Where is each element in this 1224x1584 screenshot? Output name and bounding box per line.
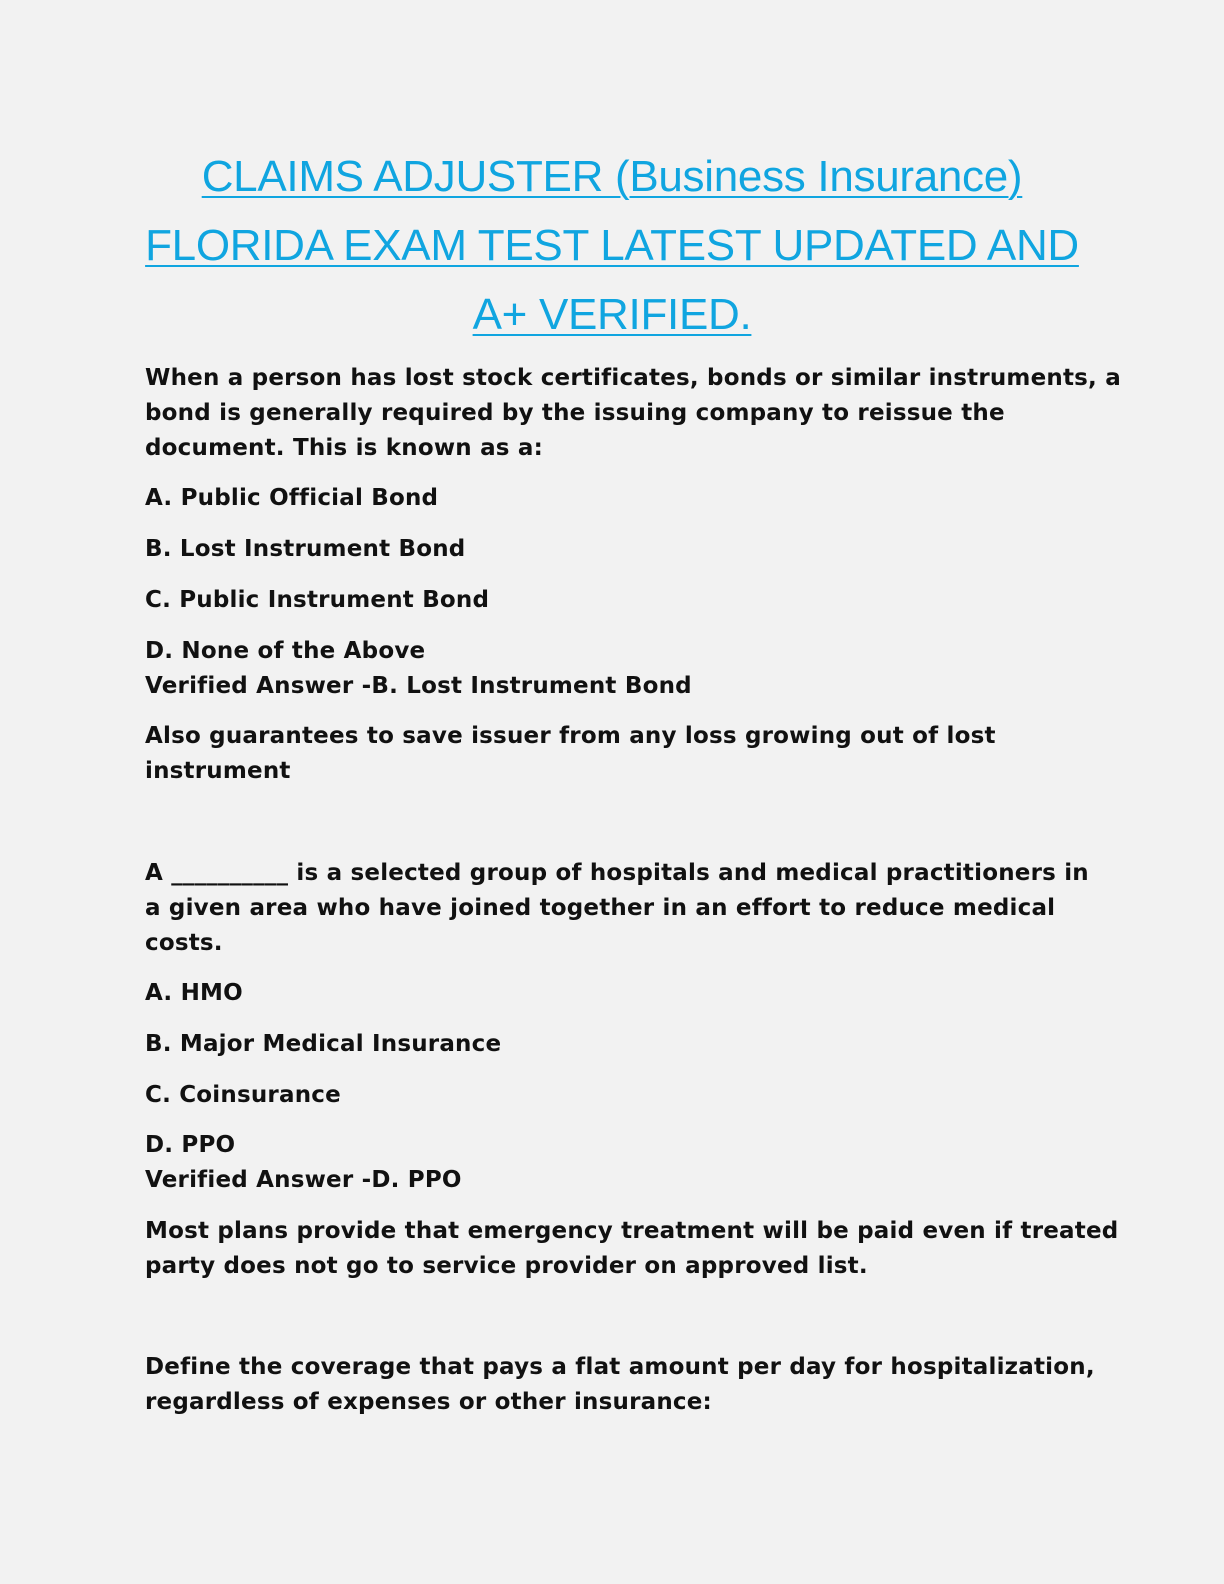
question-2-option-b: B. Major Medical Insurance [145,1031,502,1057]
question-1-option-c: C. Public Instrument Bond [145,587,490,613]
question-2-stem [145,856,1089,961]
title-line-3: A+ VERIFIED. [472,290,752,339]
question-1-explanation-line: Also guarantees to save issuer from any loss growing out of lost [145,723,996,749]
question-1-stem-line: When a person has lost stock certificates, bonds or similar instruments, a [145,365,1121,391]
title-line-2: FLORIDA EXAM TEST LATEST UPDATED AND [145,221,1079,270]
question-1-answer: Verified Answer -B. Lost Instrument Bond [145,673,692,699]
question-3-stem [145,1350,1095,1420]
question-2-answer: Verified Answer -D. PPO [145,1167,462,1193]
question-2-stem-line: A __________ is a selected group of hospitals and medical practitioners in [145,860,1089,886]
question-1-stem [145,361,1121,466]
question-2-explanation-line: Most plans provide that emergency treatment will be paid even if treated [145,1218,1119,1244]
question-2-stem-line: a given area who have joined together in an effort to reduce medical [145,895,1056,921]
question-3-stem-line: Define the coverage that pays a flat amount per day for hospitalization, [145,1354,1095,1380]
question-2-option-a: A. HMO [145,980,243,1006]
document-title [130,142,1094,349]
question-1-stem-line: document. This is known as a: [145,435,544,461]
question-1-option-d: D. None of the Above [145,638,426,664]
question-3-stem-line: regardless of expenses or other insurance: [145,1389,712,1415]
question-2-option-c: C. Coinsurance [145,1082,341,1108]
question-1-explanation [145,719,1085,789]
question-1-explanation-line: instrument [145,758,291,784]
question-1-option-a: A. Public Official Bond [145,485,439,511]
question-2-explanation-line: party does not go to service provider on approved list. [145,1253,868,1279]
question-2-stem-line: costs. [145,930,223,956]
question-2-option-d: D. PPO [145,1132,236,1158]
question-1-option-b: B. Lost Instrument Bond [145,536,466,562]
question-1-stem-line: bond is generally required by the issuing company to reissue the [145,400,1005,426]
title-line-1: CLAIMS ADJUSTER (Business Insurance) [201,152,1023,201]
question-2-explanation [145,1214,1119,1284]
